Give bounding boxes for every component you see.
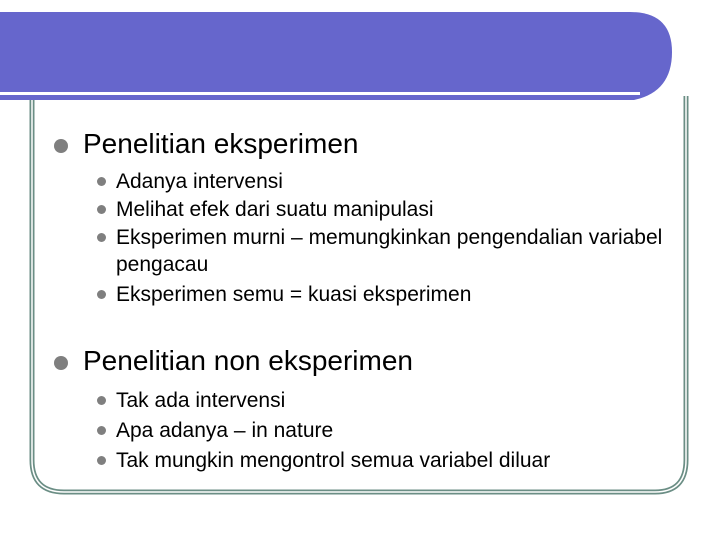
bullet-level2 — [97, 456, 106, 465]
bullet-level2 — [97, 426, 106, 435]
bullet-level2 — [97, 177, 106, 186]
bullet-level2 — [97, 396, 106, 405]
list-item: Apa adanya – in nature — [116, 419, 334, 442]
list-item: Eksperimen semu = kuasi eksperimen — [116, 283, 472, 306]
outline-heading: Penelitian eksperimen — [83, 128, 359, 159]
bullet-level2 — [97, 205, 106, 214]
bullet-level2 — [97, 233, 106, 242]
list-item: Adanya intervensi — [116, 170, 283, 193]
bullet-level1 — [54, 139, 68, 153]
outline-heading: Penelitian non eksperimen — [83, 345, 413, 376]
list-item: Melihat efek dari suatu manipulasi — [116, 198, 434, 221]
list-item: Eksperimen murni – memungkinkan pengendalian variabel pengacau — [116, 226, 663, 276]
list-item: Tak ada intervensi — [116, 389, 286, 412]
bullet-level1 — [54, 356, 68, 370]
bullet-level2 — [97, 290, 106, 299]
list-item: Tak mungkin mengontrol semua variabel diluar — [116, 449, 551, 472]
